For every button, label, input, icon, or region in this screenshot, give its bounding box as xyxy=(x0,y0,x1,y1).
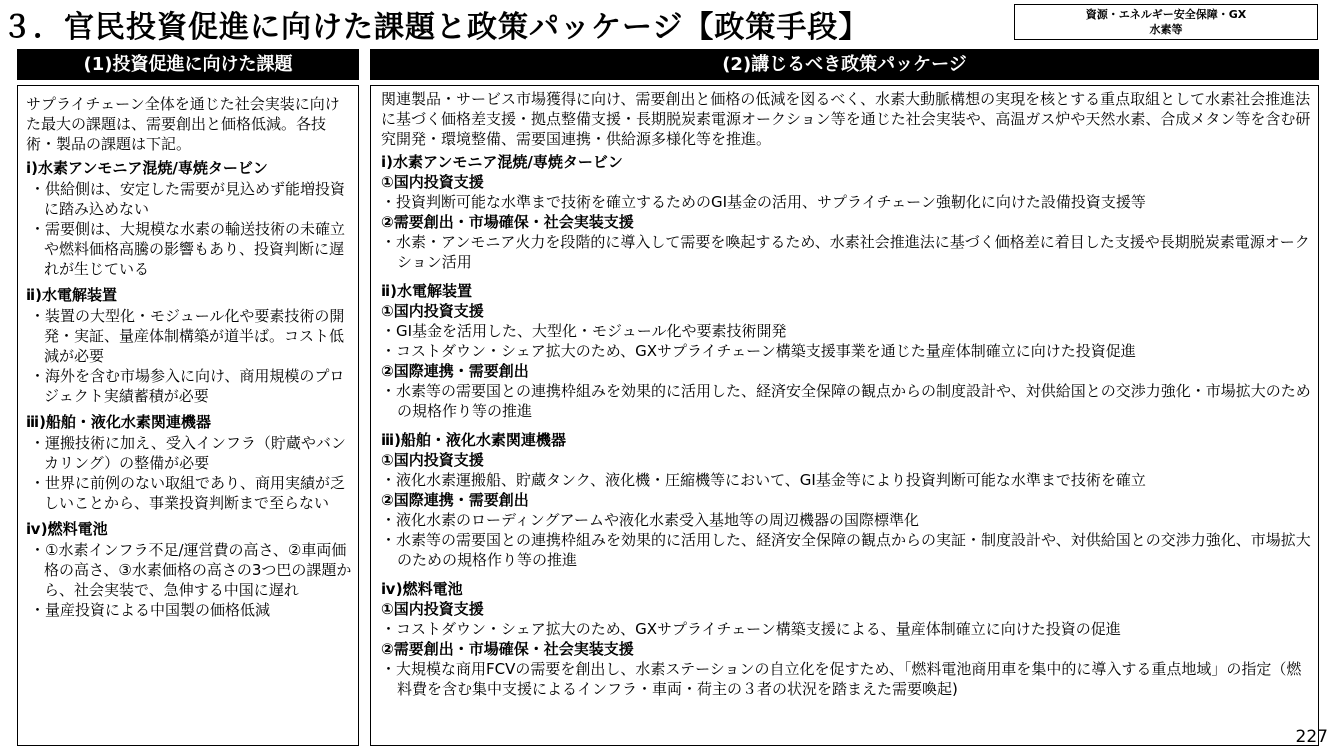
policy-package-panel xyxy=(370,85,1319,746)
challenge-bullet: ・運搬技術に加え、受入インフラ（貯蔵やバンカリング）の整備が必要 xyxy=(30,434,346,472)
policy-subsection-title: ②国際連携・需要創出 xyxy=(381,491,529,509)
policy-subsection-title: ①国内投資支援 xyxy=(381,600,484,618)
challenge-bullet: ・量産投資による中国製の価格低減 xyxy=(30,601,271,619)
policy-bullet: ・液化水素のローディングアームや液化水素受入基地等の周辺機器の国際標準化 xyxy=(381,511,920,529)
policy-subsection-title: ②需要創出・市場確保・社会実装支援 xyxy=(381,640,634,658)
policy-bullet: ・コストダウン・シェア拡大のため、GXサプライチェーン構築支援による、量産体制確立に向けた投資の促進 xyxy=(381,620,1121,638)
policy-bullet: ・GI基金を活用した、大型化・モジュール化や要素技術開発 xyxy=(381,322,787,340)
policy-section-title: ⅲ)船舶・液化水素関連機器 xyxy=(381,431,566,449)
policy-section-title: ⅱ)水電解装置 xyxy=(381,282,472,300)
policy-bullet: ・投資判断可能な水準まで技術を確立するためのGI基金の活用、サプライチェーン強靭化に向けた設備投資支援等 xyxy=(381,193,1146,211)
challenge-bullet: ・海外を含む市場参入に向け、商用規模のプロジェクト実績蓄積が必要 xyxy=(30,367,345,405)
category-tag-line-1: 資源・エネルギー安全保障・GX xyxy=(1085,8,1247,21)
challenge-bullet: ・装置の大型化・モジュール化や要素技術の開発・実証、量産体制構築が道半ば。コスト低減が必要 xyxy=(30,307,345,365)
policy-bullet: ・液化水素運搬船、貯蔵タンク、液化機・圧縮機等において、GI基金等により投資判断可能な水準まで技術を確立 xyxy=(381,471,1146,489)
policy-subsection-title: ②需要創出・市場確保・社会実装支援 xyxy=(381,213,634,231)
page-title: ３．官民投資促進に向けた課題と政策パッケージ【政策手段】 xyxy=(2,10,870,45)
page-number: 227 xyxy=(1295,727,1328,747)
policy-subsection-title: ①国内投資支援 xyxy=(381,302,484,320)
policy-bullet: ・水素等の需要国との連携枠組みを効果的に活用した、経済安全保障の観点からの実証・制度設計や、対供給国との交渉力強化、市場拡大のための規格作り等の推進 xyxy=(381,531,1311,569)
challenge-section-title: ⅰ)水素アンモニア混焼/専焼タービン xyxy=(26,159,268,177)
challenge-bullet: ・①水素インフラ不足/運営費の高さ、②車両価格の高さ、③水素価格の高さの3つ巴の課題から、社会実装で、急伸する中国に遅れ xyxy=(30,541,352,599)
policy-subsection-title: ①国内投資支援 xyxy=(381,451,484,469)
challenges-panel xyxy=(17,85,359,746)
policy-bullet: ・大規模な商用FCVの需要を創出し、水素ステーションの自立化を促すため、「燃料電池商用車を集中的に導入する重点地域」の指定（燃料費を含む集中支援によるインフラ・車両・荷主の３者の状況を踏まえた需要喚起) xyxy=(381,660,1302,698)
challenge-section-title: ⅳ)燃料電池 xyxy=(26,520,108,538)
challenge-bullet: ・需要側は、大規模な水素の輸送技術の未確立や燃料価格高騰の影響もあり、投資判断に遅れが生じている xyxy=(30,220,346,278)
policy-intro: 関連製品・サービス市場獲得に向け、需要創出と価格の低減を図るべく、水素大動脈構想の実現を核とする重点取組として水素社会推進法に基づく価格差支援・拠点整備支援・長期脱炭素電源オークション等を通じた社会実装や、高温ガス炉や天然水素、合成メタン等を含む研究開発・環境整備、需要国連携・供給源多様化等を推進。 xyxy=(381,90,1311,148)
challenge-bullet: ・世界に前例のない取組であり、商用実績が乏しいことから、事業投資判断まで至らない xyxy=(30,474,346,512)
challenge-section-title: ⅱ)水電解装置 xyxy=(26,286,117,304)
policy-bullet: ・水素等の需要国との連携枠組みを効果的に活用した、経済安全保障の観点からの制度設計や、対供給国との交渉力強化・市場拡大のための規格作り等の推進 xyxy=(381,382,1311,420)
policy-bullet: ・コストダウン・シェア拡大のため、GXサプライチェーン構築支援事業を通じた量産体制確立に向けた投資促進 xyxy=(381,342,1136,360)
challenges-intro: サプライチェーン全体を通じた社会実装に向けた最大の課題は、需要創出と価格低減。各技術・製品の課題は下記。 xyxy=(26,95,340,153)
policy-subsection-title: ①国内投資支援 xyxy=(381,173,484,191)
policy-subsection-title: ②国際連携・需要創出 xyxy=(381,362,529,380)
challenge-bullet: ・供給側は、安定した需要が見込めず能増投資に踏み込めない xyxy=(30,180,346,218)
policy-bullet: ・水素・アンモニア火力を段階的に導入して需要を喚起するため、水素社会推進法に基づく価格差に着目した支援や長期脱炭素電源オークション活用 xyxy=(381,233,1310,271)
challenge-section-title: ⅲ)船舶・液化水素関連機器 xyxy=(26,413,211,431)
policy-section-title: ⅰ)水素アンモニア混焼/専焼タービン xyxy=(381,153,623,171)
category-tag xyxy=(1014,4,1318,40)
left-column-header: (1)投資促進に向けた課題 xyxy=(17,49,359,80)
policy-section-title: ⅳ)燃料電池 xyxy=(381,580,463,598)
category-tag-line-2: 水素等 xyxy=(1149,23,1183,36)
right-column-header: (2)講じるべき政策パッケージ xyxy=(370,49,1319,80)
